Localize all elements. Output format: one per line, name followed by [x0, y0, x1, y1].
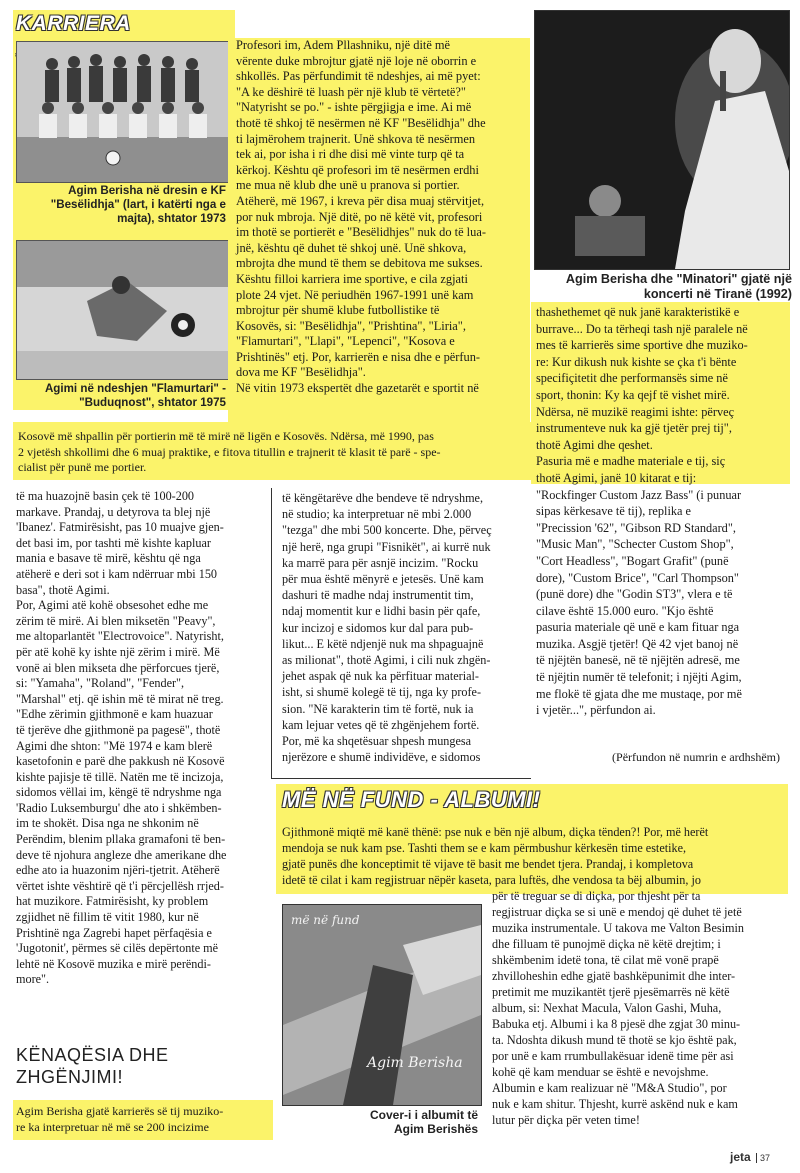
- right-line: pasuria materiale që unë e kam fituar nga: [536, 620, 740, 635]
- team-photo-image: [17, 42, 229, 182]
- album-wide-line: idetë të cilat i kam regjistruar nëpër kaseta, para luftës, dhe vendosa ta bëj albumin, jo: [282, 873, 701, 887]
- team-photo-caption: Agim Berisha në dresin e KF "Besëlidhja" (lart, i katërti nga e majta), shtator 1973: [50, 184, 226, 225]
- career-line: "Natyrisht se po." - ishte përgjigja e ime. Ai më: [236, 100, 472, 115]
- career-line: mbrojta dhe mund të them se debitova me sukses.: [236, 256, 483, 271]
- left-line: im te shokët. Disa nga ne shkonim në: [16, 816, 199, 831]
- concert-photo: [534, 10, 790, 270]
- mid-line: njerëzore e shumë individëve, e sidomos: [282, 750, 481, 765]
- career-line: dova me KF "Besëlidhja".: [236, 365, 366, 380]
- right-line: me flokë të gjata dhe me mustaqe, por më: [536, 686, 742, 701]
- album-wide-line: mendoja se nuk kam pse. Tashti them se e kam përmbushur kërkesën time estetike,: [282, 841, 687, 855]
- left-line: kasetofonin e parë dhe pakkush në Kosovë: [16, 754, 225, 769]
- career-line: Kosovës, si: "Besëlidhja", "Prishtina", "Liria",: [236, 318, 466, 333]
- career-line: me mua në klub dhe unë u pranova si portier.: [236, 178, 460, 193]
- mid-line: "tezga" dhe mbi 500 koncerte. Dhe, përveç: [282, 523, 492, 538]
- album-line: muzika instrumentale. U takova me Valton Besimin: [492, 921, 744, 935]
- right-line: "Rockfinger Custom Jazz Bass" (i punuar: [536, 487, 742, 502]
- left-line: me altoparlantët "Electrovoice". Natyrisht,: [16, 629, 224, 644]
- mid-line: dashuri të madhe ndaj instrumentit tim,: [282, 588, 474, 603]
- career-wide-line: 2 vjetësh shkollimi dhe 6 muaj praktike, e fitova titullin e trajnerit të klasit të parë - spe-: [18, 444, 441, 459]
- right-line: i vjetër...", përfundon ai.: [536, 703, 656, 718]
- right-line: dore), "Custom Brice", "Carl Thompson": [536, 570, 739, 585]
- album-line: ta. Ndoshta dikush mund të thotë se kjo është pak,: [492, 1033, 737, 1047]
- album-line: zhvilloheshin edhe gjatë bashkëpunimit dhe inter-: [492, 969, 736, 983]
- mid-line: ka marrë para për asnjë incizim. "Rocku: [282, 555, 479, 570]
- mid-line: as milionat", thotë Agimi, i cili nuk zhgën-: [282, 653, 491, 668]
- left-line: sidomos vëllai im, këngë të ndryshme nga: [16, 785, 222, 800]
- concert-photo-caption: Agim Berisha dhe "Minatori" gjatë një koncerti në Tiranë (1992): [565, 272, 792, 301]
- right-column-text: [536, 304, 788, 719]
- career-line: Kështu filloi karriera ime sportive, e cila zgjati: [236, 271, 468, 286]
- album-wide-line: gjatë punës dhe konceptimit të vijave të basit me bendet tjera. Prandaj, i kompletova: [282, 857, 694, 871]
- right-line: sport, thonin: Ky ka qejf të vishet mirë.: [536, 387, 730, 402]
- career-line: "Flamurtari", "Llapi", "Lepenci", "Kosova e: [236, 334, 455, 349]
- album-line: kohë që kam menduar se është e nevojshme.: [492, 1065, 709, 1079]
- right-line: re: Kur dikush nuk kishte se çka t'i bënte: [536, 354, 737, 369]
- left-line: markave. Prandaj, u detyrova ta blej një: [16, 504, 211, 519]
- album-line: por unë e kam rrumbullakësuar idenë time për asi: [492, 1049, 734, 1063]
- page-number: 37: [756, 1153, 770, 1163]
- album-line: album, si: Nexhat Macula, Valon Gashi, Muha,: [492, 1001, 722, 1015]
- mid-line: në studio; ka interpretuar në mbi 2.000: [282, 507, 472, 522]
- album-line: Babuka etj. Albumi i ka 8 pjesë dhe zgjat 30 minu-: [492, 1017, 741, 1031]
- mid-line: sion. "Në karakterin tim të fortë, nuk ia: [282, 701, 474, 716]
- career-line: Atëherë, më 1967, i kreva për disa muaj stërvitjet,: [236, 193, 485, 208]
- left-bottom-line: re ka interpretuar në më se 200 incizime: [16, 1119, 209, 1134]
- left-line: si: "Yamaha", "Roland", "Fender",: [16, 676, 185, 691]
- album-wide-text: [282, 824, 782, 888]
- career-line: im thotë se portierët e "Besëlidhjes" nuk do të lua-: [236, 225, 486, 240]
- left-line: zërim të mirë. Ai blen miksetën "Peavy",: [16, 613, 216, 628]
- career-wide-line: cialist për punë me portier.: [18, 460, 147, 475]
- mid-line: jehet aspak që nuk ka përfituar material-: [282, 669, 479, 684]
- left-line: 'Ibanez'. Fatmirësisht, pas 10 muajve gjen-: [16, 520, 224, 535]
- divider-left-mid: [271, 488, 272, 778]
- left-bottom-line: Agim Berisha gjatë karrierës së tij muziko-: [16, 1104, 224, 1118]
- career-line: Në vitin 1973 ekspertët dhe gazetarët e sportit në: [236, 381, 479, 396]
- right-line: "Music Man", "Schecter Custom Shop",: [536, 537, 734, 552]
- section-title-karriera: KARRIERA: [16, 12, 131, 35]
- divider-mid-bottom: [271, 778, 531, 779]
- left-line: vonë ai blen mikseta dhe përforcues tjerë,: [16, 660, 220, 675]
- album-line: nuk e kam shitur. Thjesht, kurrë askënd nuk e kam: [492, 1097, 738, 1111]
- left-line: edhe ato ia huazonim njëri-tjetrit. Atëherë: [16, 863, 220, 878]
- right-line: të njëjtin numër të telefonit; i njëjti Agim,: [536, 670, 742, 685]
- career-line: vërente duke mbrojtur gjatë një loje në oborrin e: [236, 53, 477, 68]
- mid-line: kam lejuar vetes që të zhgënjehem fortë.: [282, 717, 480, 732]
- left-column-text: [16, 489, 266, 988]
- left-line: mania e basave të mirë, kështu që nga: [16, 551, 201, 566]
- album-wide-line: Gjithmonë miqtë më kanë thënë: pse nuk e bën një album, diçka tënden?! Por, më herët: [282, 825, 709, 839]
- album-line: pretimit me muzikantët tjerë pjesëmarrës në këtë: [492, 985, 730, 999]
- continued-note: (Përfundon në numrin e ardhshëm): [612, 750, 780, 764]
- right-line: të njëjtën banesë, në të njëjtën adresë, me: [536, 653, 740, 668]
- right-line: burrave... Do ta tërheqi tash një paralele në: [536, 321, 748, 336]
- right-line: instrumenteve nuk ka gjë tjetër prej tij",: [536, 421, 732, 436]
- left-line: lehtë në Kosovë muzika e mirë perëndi-: [16, 956, 211, 971]
- right-line: thotë Agimi, janë 10 kitarat e tij:: [536, 470, 697, 485]
- album-cover: [282, 904, 482, 1106]
- right-line: cilave është 15.000 euro. "Kjo është: [536, 603, 714, 618]
- album-line: lutur për diçka për veten time!: [492, 1113, 640, 1127]
- concert-photo-image: [535, 11, 789, 269]
- career-line: thotë të shkoj të nesërmen në KF "Besëlidhja" dhe: [236, 115, 486, 130]
- mid-line: të këngëtarëve dhe bendeve të ndryshme,: [282, 491, 484, 505]
- left-line: hat muzikore. Fatmirësisht, ky problem: [16, 894, 209, 909]
- album-line: për të treguar se di diçka, por thjesht për ta: [492, 889, 701, 903]
- album-cover-image: [283, 905, 481, 1105]
- left-line: "Marshal" etj. që ishin më të mirat në treg.: [16, 691, 224, 706]
- mid-line: një herë, nga grupi "Fisnikët", ai kurrë nuk: [282, 539, 491, 554]
- magazine-name: jeta: [730, 1150, 751, 1164]
- middle-column-text: [282, 490, 528, 765]
- right-line: thotë Agimi dhe qeshet.: [536, 437, 653, 452]
- team-photo: [16, 41, 230, 183]
- left-line: Agimi dhe shton: "Më 1974 e kam blerë: [16, 738, 213, 753]
- left-line: zgjidhet në fillim të vitit 1980, kur në: [16, 910, 199, 925]
- career-line: kërkoj. Kështu që profesori im të nesërmen erdhi: [236, 162, 479, 177]
- left-line: deve të njohura angleze dhe amerikane dhe: [16, 847, 227, 862]
- right-line: specifiçitetit dhe performansës sime në: [536, 371, 728, 386]
- career-line: ti lajmërohem trajnerit. Unë shkova të nesërmen: [236, 131, 476, 146]
- right-line: mes të karrierës sime sportive dhe muziko-: [536, 338, 748, 353]
- right-line: thashethemet që nuk janë karakteristikë e: [536, 305, 740, 319]
- mid-line: për mua është mënyrë e jetesës. Unë kam: [282, 572, 484, 587]
- mid-line: kur incizoj e sidomos kur dal para pub-: [282, 620, 474, 635]
- match-photo-caption: Agimi në ndeshjen "Flamurtari" - "Buduqnost", shtator 1975: [44, 382, 226, 409]
- left-line: të ma huazojnë basin çek të 100-200: [16, 489, 195, 503]
- album-cover-title: më në fund: [291, 913, 360, 927]
- career-wide-text: [18, 429, 530, 476]
- career-line: mbrojtur për shumë klube futbollistike të: [236, 303, 440, 318]
- left-line: "Edhe zërimin gjithmonë e kam huazuar: [16, 707, 213, 722]
- right-line: "Cort Headless", "Bogart Grafit" (punë: [536, 553, 729, 568]
- career-line: tek ai, por isha i ri dhe disi më vinte turp që ta: [236, 147, 465, 162]
- career-line: shkollës. Pas përfundimit të ndeshjes, ai më pyet:: [236, 69, 481, 84]
- left-line: për atë kohë ky ishte një zërim i mirë. Më: [16, 644, 220, 659]
- left-line: Por, Agimi atë kohë obsesohet edhe me: [16, 598, 209, 613]
- left-line: Prishtinë nga Zagrebi hapet përfaqësia e: [16, 925, 212, 940]
- career-line: jnë, kështu që duhet të shkoj unë. Unë shkova,: [236, 240, 467, 255]
- right-line: Pasuria më e madhe materiale e tij, siç: [536, 454, 726, 469]
- left-line: 'Jugotonit', përmes së cilës depërtonte më: [16, 941, 219, 956]
- album-section-title: MË NË FUND - ALBUMI!: [282, 787, 541, 812]
- left-line: more".: [16, 972, 50, 987]
- mid-line: likut... E këtë ndjenjë nuk ma shpaguajnë: [282, 636, 484, 651]
- career-line: plote 24 vjet. Në periudhën 1967-1991 unë kam: [236, 287, 474, 302]
- left-line: Perëndim, blenim pllaka gramafoni të ben-: [16, 832, 226, 847]
- left-line: det basi im, por tashti më kishte kapluar: [16, 535, 211, 550]
- album-line: shkëmbenim idetë tona, të cilat më vonë prapë: [492, 953, 719, 967]
- career-line: Profesori im, Adem Pllashniku, një ditë më: [236, 38, 451, 52]
- mid-line: ndaj momentit kur e lidhi basin për qafe,: [282, 604, 481, 619]
- match-photo-image: [17, 241, 229, 379]
- left-line: 'Radio Luksemburgu' dhe ato i shkëmben-: [16, 800, 222, 815]
- subheading-line-1: KËNAQËSIA DHE: [16, 1045, 169, 1065]
- left-bottom-text: [16, 1104, 270, 1135]
- right-line: (punë dore) dhe "Godin ST3", vlera e të: [536, 587, 733, 602]
- left-line: atëherë e deri sot i kam ndërruar mbi 150: [16, 566, 218, 581]
- match-photo: [16, 240, 230, 380]
- page-footer: [730, 1150, 796, 1164]
- career-line: por nuk mbroja. Një ditë, po në këtë vit, profesori: [236, 209, 483, 224]
- career-line: Prishtinës" etj. Por, karrierën e nisa dhe e përfun-: [236, 349, 481, 364]
- album-narrow-text: [492, 888, 788, 1128]
- right-line: "Precission '62", "Gibson RD Standard",: [536, 520, 736, 535]
- album-line: Albumin e kam realizuar në "M&A Studio", por: [492, 1081, 727, 1095]
- career-line: "A ke dëshirë të luash për një klub të vërtetë?": [236, 84, 466, 99]
- left-line: basa", thotë Agimi.: [16, 582, 110, 597]
- career-text: [236, 38, 528, 397]
- album-line: regjistruar diçka se si unë e mendoj që duhet të jetë: [492, 905, 742, 919]
- album-cover-caption: Cover-i i albumit të Agim Berishës: [369, 1108, 478, 1136]
- left-line: kishte pajisje të tillë. Natën me të incizoja,: [16, 769, 224, 784]
- left-line: vërtet ishte vështirë që t'i përcjellësh rrjed-: [16, 878, 224, 893]
- album-cover-artist: Agim Berisha: [367, 1055, 463, 1071]
- mid-line: isht, si shumë kolegë të tij, nga ky profe-: [282, 685, 482, 700]
- career-wide-line: Kosovë më shpallin për portierin më të mirë në ligën e Kosovës. Ndërsa, më 1990, pas: [18, 429, 434, 443]
- right-line: muzika. Asgjë tjetër! Që 42 vjet banoj në: [536, 636, 739, 651]
- right-line: Ndërsa, në muzikë reagimi ishte: përveç: [536, 404, 735, 419]
- subheading-line-2: ZHGËNJIMI!: [16, 1067, 123, 1087]
- right-line: sipas kërkesave të tij), replika e: [536, 504, 692, 519]
- left-line: të tjerëve dhe gjithmonë pa pagesë", thotë: [16, 722, 221, 737]
- mid-line: Por, më ka shqetësuar shpesh mungesa: [282, 734, 472, 749]
- subheading-kenaqesia: [16, 1044, 266, 1088]
- album-line: dhe filluam të punojmë diçka në këtë drejtim; i: [492, 937, 721, 951]
